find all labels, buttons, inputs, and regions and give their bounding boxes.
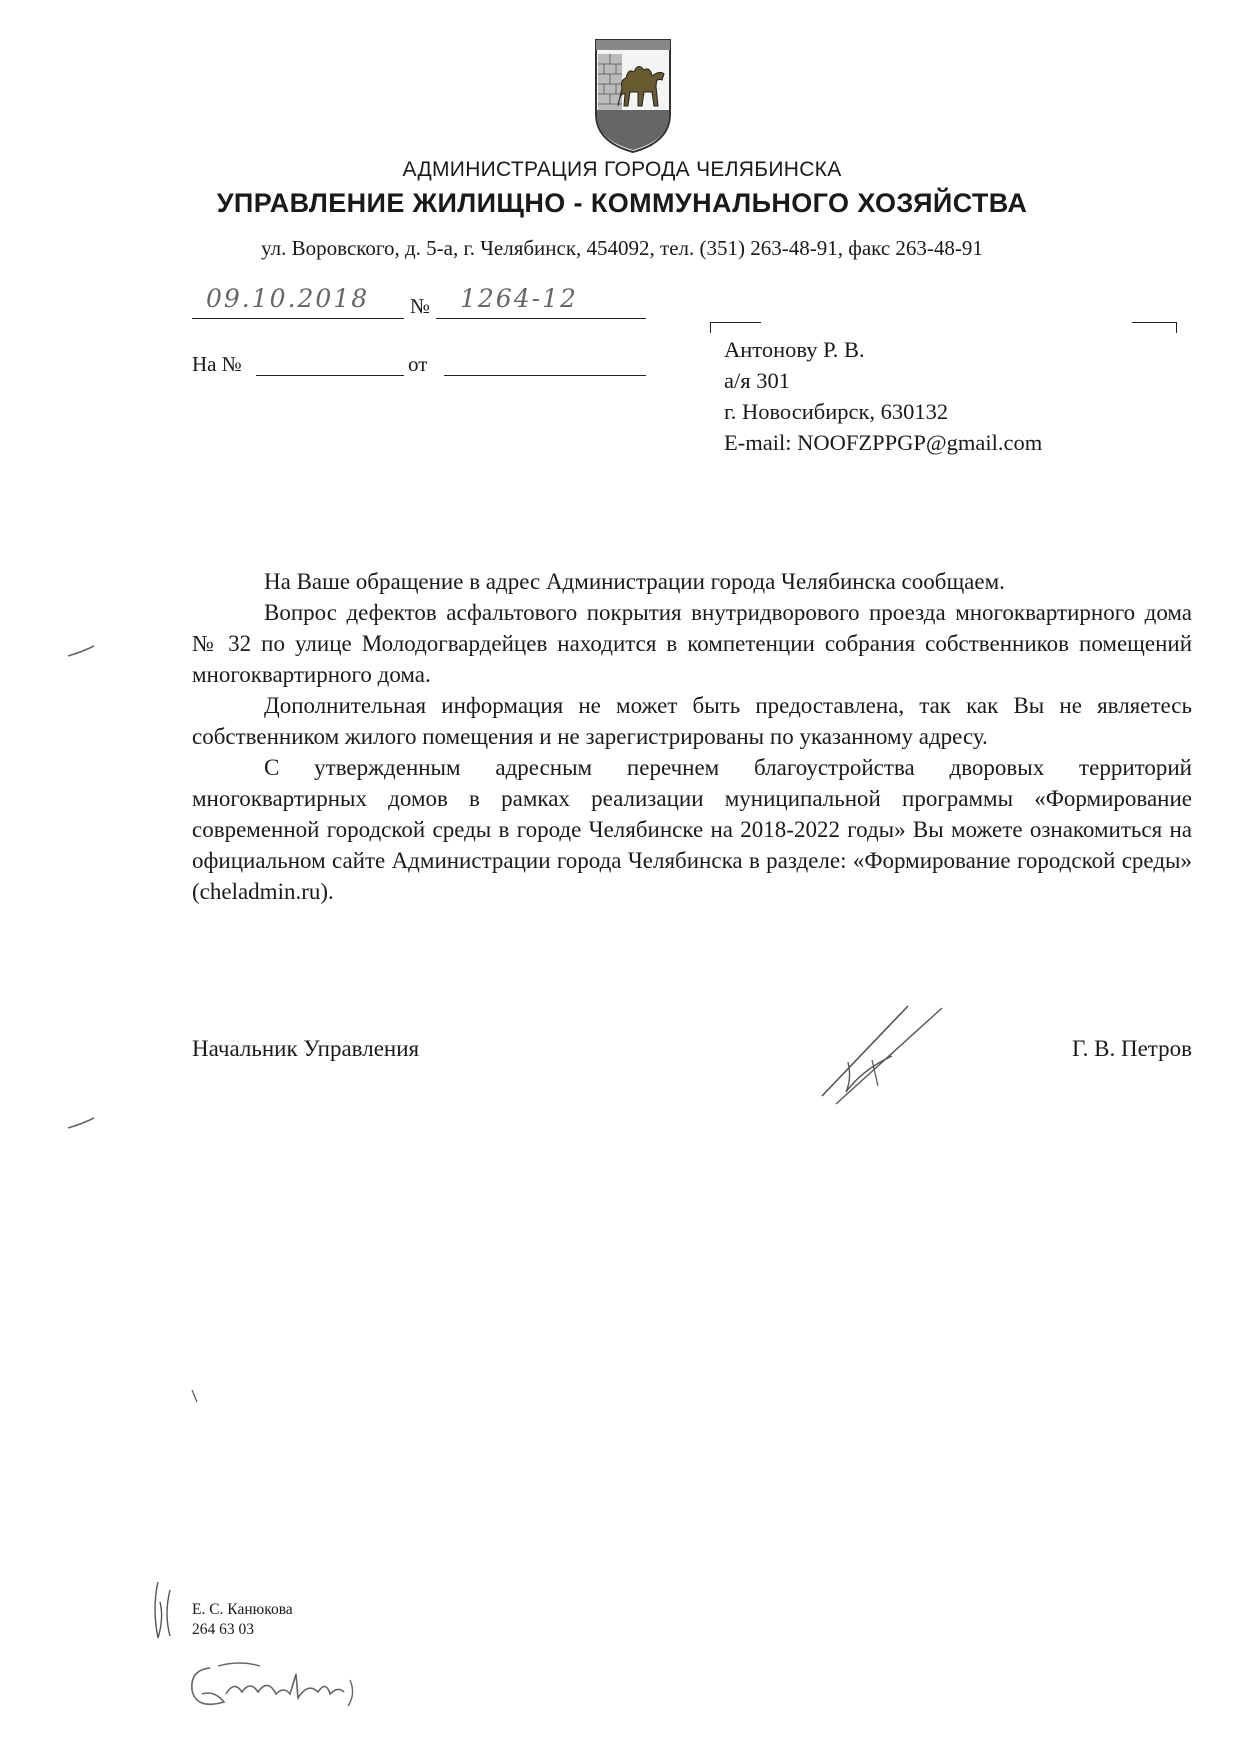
paragraph-2: Вопрос дефектов асфальтового покрытия внутридворового проезда многоквартирного дома № 32 по улице Молодогвардейцев находится в компетенции собрания собственников помещений многоквартирного дома. [192, 600, 1192, 687]
executor-initials-mark [148, 1578, 178, 1650]
recipient-city: г. Новосибирск, 630132 [724, 399, 949, 424]
paragraph-3: Дополнительная информация не может быть предоставлена, так как Вы не являетесь собственником жилого помещения и не зарегистрированы по указанному адресу. [192, 693, 1192, 749]
margin-mark-upper [66, 642, 96, 662]
number-label: № [410, 294, 431, 318]
outgoing-date: 09.10.2018 [206, 284, 370, 313]
stray-mark [190, 1388, 200, 1404]
city-emblem [592, 36, 674, 156]
reference-date-underline [444, 375, 646, 376]
executor-name: Е. С. Канюкова [192, 1601, 293, 1618]
administration-name: АДМИНИСТРАЦИЯ ГОРОДА ЧЕЛЯБИНСКА [402, 158, 842, 181]
recipient-corner-left [710, 322, 761, 333]
paragraph-1: На Ваше обращение в адрес Администрации города Челябинска сообщаем. [264, 569, 1005, 594]
signatory-position: Начальник Управления [192, 1036, 420, 1061]
handwritten-note [180, 1650, 390, 1720]
reference-from-label: от [408, 352, 428, 376]
executor-phone: 264 63 03 [192, 1621, 254, 1638]
department-name: УПРАВЛЕНИЕ ЖИЛИЩНО - КОММУНАЛЬНОГО ХОЗЯЙСТВА [216, 188, 1028, 218]
reference-number-underline [256, 375, 404, 376]
recipient-corner-right [1132, 322, 1177, 333]
reference-number-label: На № [192, 352, 242, 376]
recipient-po-box: а/я 301 [724, 368, 790, 393]
letter-body [192, 566, 1192, 907]
signatory-name: Г. В. Петров [1071, 1036, 1192, 1061]
outgoing-number: 1264-12 [460, 284, 578, 313]
handwritten-signature [812, 996, 952, 1116]
recipient-block [724, 334, 1042, 458]
date-underline [192, 318, 404, 319]
margin-mark-lower [66, 1114, 96, 1134]
recipient-name: Антонову Р. В. [724, 337, 865, 362]
recipient-email: E-mail: NOOFZPPGP@gmail.com [724, 430, 1043, 455]
number-underline [436, 318, 646, 319]
paragraph-4: С утвержденным адресным перечнем благоустройства дворовых территорий многоквартирных домов в рамках реализации муниципальной программы «Формирование современной городской среды в городе Челябинске на 2018-2022 годы» Вы можете ознакомиться на официальном сайте Администрации города Челябинска в разделе: «Формирование городской среды» (cheladmin.ru). [192, 755, 1192, 904]
department-address: ул. Воровского, д. 5-а, г. Челябинск, 454092, тел. (351) 263-48-91, факс 263-48-91 [261, 236, 983, 260]
